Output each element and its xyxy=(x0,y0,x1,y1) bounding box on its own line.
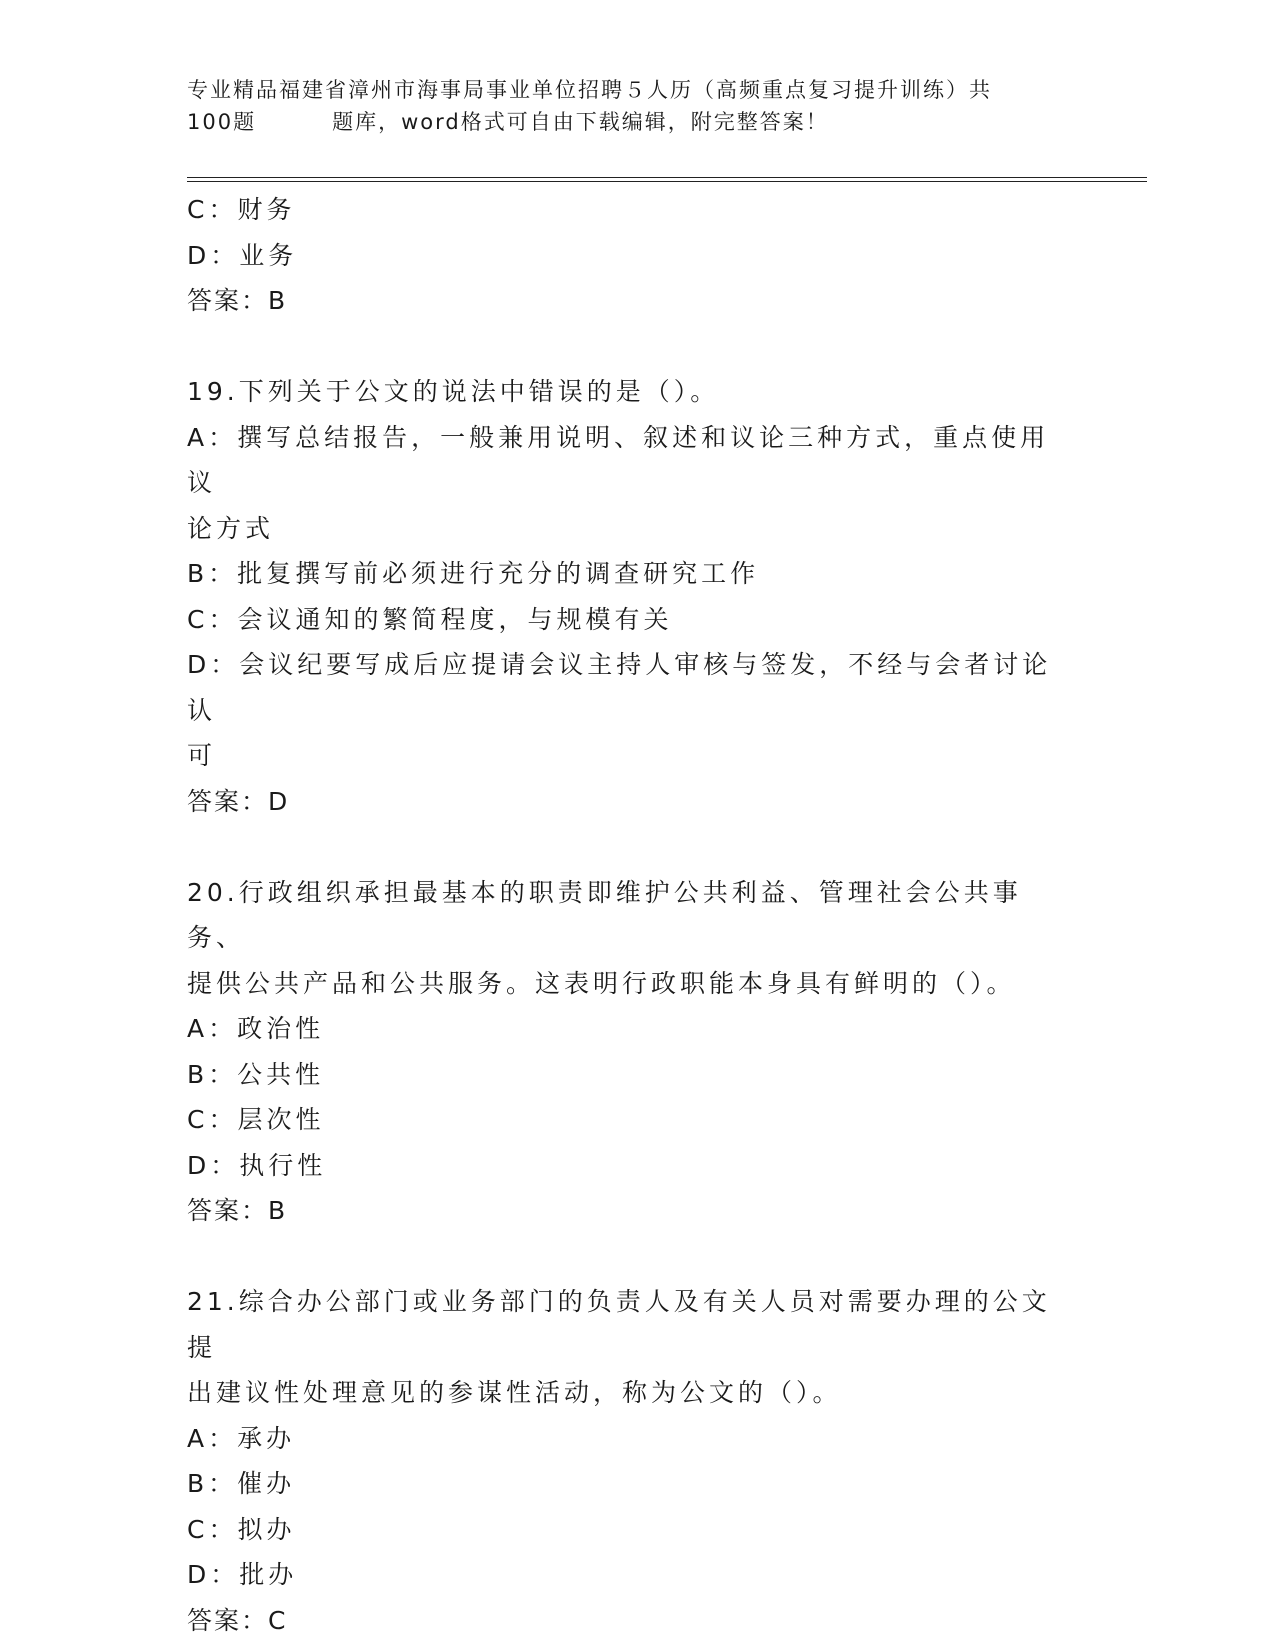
header-description: 题库，word格式可自由下载编辑，附完整答案！ xyxy=(332,110,829,134)
answer-line: 答案：D xyxy=(187,786,290,816)
question-stem: 21.综合办公部门或业务部门的负责人及有关人员对需要办理的公文提 xyxy=(187,1287,1051,1362)
answer-line: 答案：B xyxy=(187,1196,288,1225)
option-line: D：会议纪要写成后应提请会议主持人审核与签发，不经与会者讨论认 xyxy=(187,650,1052,725)
answer-line: 答案：C xyxy=(187,1605,288,1635)
option-line: D：业务 xyxy=(187,240,298,270)
question-stem: 提供公共产品和公共服务。这表明行政职能本身具有鲜明的（）。 xyxy=(187,968,1016,998)
question-list xyxy=(187,187,1067,1643)
question-stem: 20.行政组织承担最基本的职责即维护公共利益、管理社会公共事务、 xyxy=(187,877,1022,952)
option-line: C：层次性 xyxy=(187,1105,325,1134)
option-line: C：拟办 xyxy=(187,1514,296,1544)
option-line: C：财务 xyxy=(187,195,296,224)
header-line-2 xyxy=(187,106,1087,138)
option-line: 论方式 xyxy=(187,513,275,543)
option-line: C：会议通知的繁简程度，与规模有关 xyxy=(187,604,673,634)
header-divider-top xyxy=(187,177,1147,178)
question-stem: 出建议性处理意见的参谋性活动，称为公文的（）。 xyxy=(187,1378,842,1407)
document-header xyxy=(187,74,1087,138)
header-line-1: 专业精品福建省漳州市海事局事业单位招聘５人历（高频重点复习提升训练）共 xyxy=(187,78,992,102)
option-line: B：公共性 xyxy=(187,1059,325,1089)
header-divider-bottom xyxy=(187,181,1147,182)
option-line: A：撰写总结报告，一般兼用说明、叙述和议论三种方式，重点使用议 xyxy=(187,422,1050,497)
option-line: 可 xyxy=(187,741,217,770)
question-stem: 19.下列关于公文的说法中错误的是（）。 xyxy=(187,377,720,406)
answer-line: 答案：B xyxy=(187,286,288,315)
option-line: B：催办 xyxy=(187,1469,296,1498)
option-line: D：批办 xyxy=(187,1560,298,1589)
option-line: A：承办 xyxy=(187,1423,296,1453)
header-question-count: 100题 xyxy=(187,110,257,134)
option-line: A：政治性 xyxy=(187,1014,325,1043)
option-line: D：执行性 xyxy=(187,1150,327,1180)
option-line: B：批复撰写前必须进行充分的调查研究工作 xyxy=(187,559,760,588)
